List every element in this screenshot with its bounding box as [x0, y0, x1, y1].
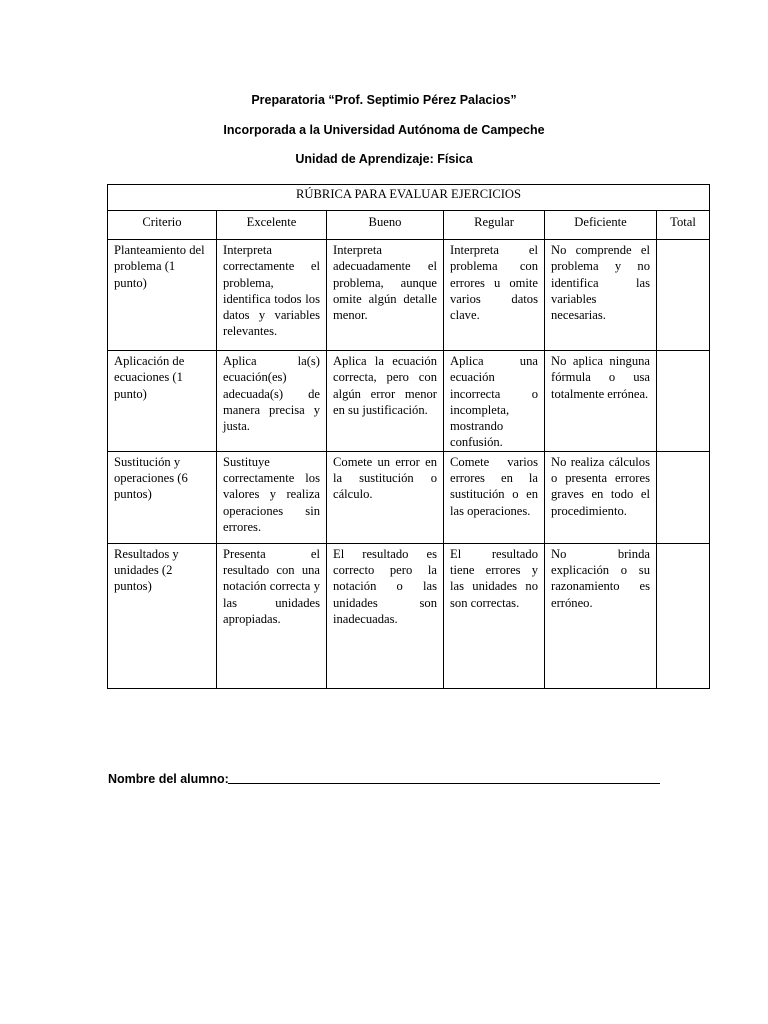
- bueno-cell: Comete un error en la sustitución o cálculo.: [327, 451, 444, 543]
- regular-cell: Interpreta el problema con errores u omite varios datos clave.: [444, 240, 545, 351]
- column-header-row: [108, 211, 710, 240]
- school-affiliation: Incorporada a la Universidad Autónoma de Campeche: [223, 123, 545, 137]
- regular-cell: Aplica una ecuación incorrecta o incompleta, mostrando confusión.: [444, 351, 545, 452]
- rubric-table: [107, 184, 710, 689]
- excelente-cell: Presenta el resultado con una notación correcta y las unidades apropiadas.: [217, 543, 327, 688]
- total-cell[interactable]: [657, 451, 710, 543]
- total-cell[interactable]: [657, 543, 710, 688]
- table-row: [108, 351, 710, 452]
- deficiente-cell: No comprende el problema y no identifica las variables necesarias.: [545, 240, 657, 351]
- regular-cell: El resultado tiene errores y las unidades no son correctas.: [444, 543, 545, 688]
- table-row: [108, 451, 710, 543]
- total-cell[interactable]: [657, 351, 710, 452]
- bueno-cell: Aplica la ecuación correcta, pero con algún error menor en su justificación.: [327, 351, 444, 452]
- regular-cell: Comete varios errores en la sustitución o en las operaciones.: [444, 451, 545, 543]
- criterion-cell: Aplicación de ecuaciones (1 punto): [108, 351, 217, 452]
- deficiente-cell: No brinda explicación o su razonamiento es erróneo.: [545, 543, 657, 688]
- table-row: [108, 240, 710, 351]
- learning-unit: Unidad de Aprendizaje: Física: [295, 152, 473, 166]
- column-header-criterio: Criterio: [108, 211, 217, 240]
- rubric-title: RÚBRICA PARA EVALUAR EJERCICIOS: [108, 185, 710, 211]
- column-header-deficiente: Deficiente: [545, 211, 657, 240]
- column-header-regular: Regular: [444, 211, 545, 240]
- excelente-cell: Interpreta correctamente el problema, identifica todos los datos y variables relevantes.: [217, 240, 327, 351]
- column-header-total: Total: [657, 211, 710, 240]
- table-row: [108, 543, 710, 688]
- criterion-cell: Resultados y unidades (2 puntos): [108, 543, 217, 688]
- total-cell[interactable]: [657, 240, 710, 351]
- school-name: Preparatoria “Prof. Septimio Pérez Palacios”: [251, 93, 517, 107]
- deficiente-cell: No aplica ninguna fórmula o usa totalmente errónea.: [545, 351, 657, 452]
- student-name-line[interactable]: [228, 783, 660, 784]
- student-name-label: Nombre del alumno:: [108, 772, 229, 786]
- bueno-cell: El resultado es correcto pero la notación o las unidades son inadecuadas.: [327, 543, 444, 688]
- criterion-cell: Sustitución y operaciones (6 puntos): [108, 451, 217, 543]
- criterion-cell: Planteamiento del problema (1 punto): [108, 240, 217, 351]
- deficiente-cell: No realiza cálculos o presenta errores graves en todo el procedimiento.: [545, 451, 657, 543]
- excelente-cell: Aplica la(s) ecuación(es) adecuada(s) de manera precisa y justa.: [217, 351, 327, 452]
- column-header-excelente: Excelente: [217, 211, 327, 240]
- bueno-cell: Interpreta adecuadamente el problema, aunque omite algún detalle menor.: [327, 240, 444, 351]
- column-header-bueno: Bueno: [327, 211, 444, 240]
- excelente-cell: Sustituye correctamente los valores y realiza operaciones sin errores.: [217, 451, 327, 543]
